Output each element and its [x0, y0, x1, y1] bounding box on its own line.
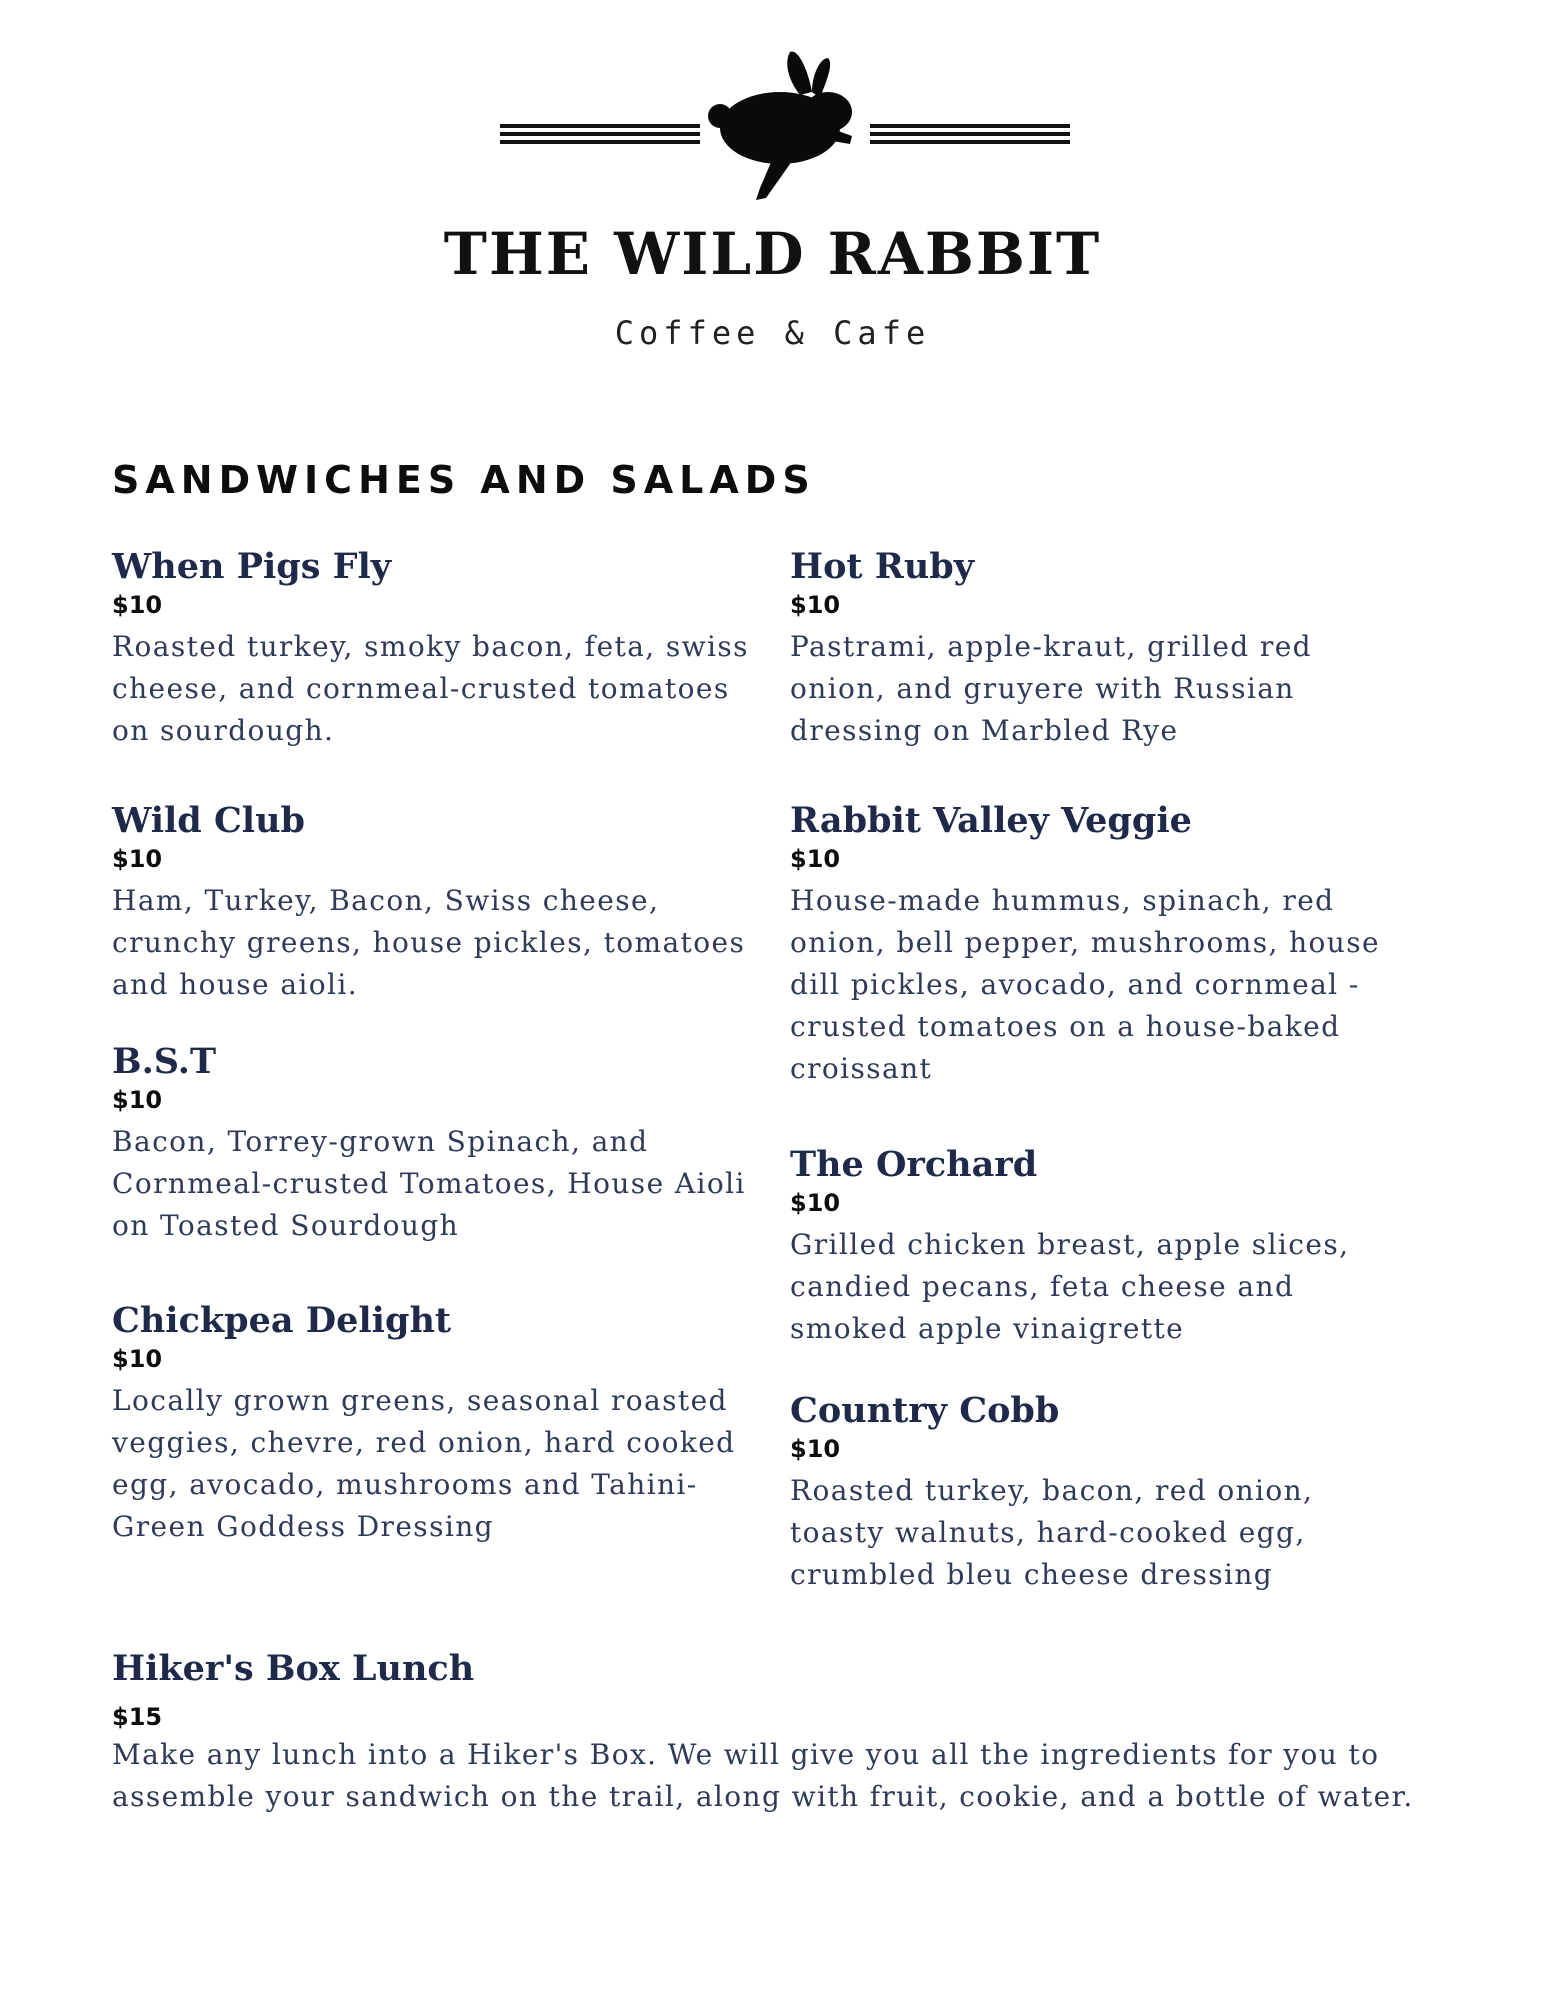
item-name: Chickpea Delight [112, 1300, 452, 1341]
item-description: House-made hummus, spinach, red onion, bell pepper, mushrooms, house dill pickles, avocado, and cornmeal -crusted tomatoes on a house-baked croissant [790, 884, 1380, 1085]
item-price: $10 [112, 1345, 163, 1373]
item-name: When Pigs Fly [112, 546, 392, 587]
item-description: Pastrami, apple-kraut, grilled red onion, and gruyere with Russian dressing on Marbled Rye [790, 630, 1312, 747]
rabbit-icon [708, 52, 852, 200]
brand-name: THE WILD RABBIT [443, 220, 1102, 288]
menu-item-chickpea-delight [112, 1300, 752, 1548]
item-price: $10 [790, 845, 841, 873]
item-description: Roasted turkey, smoky bacon, feta, swiss cheese, and cornmeal-crusted tomatoes on sourdough. [112, 630, 749, 747]
logo-left-lines [500, 124, 700, 144]
menu-item-hikers-box-lunch [112, 1648, 1442, 1818]
item-price: $15 [112, 1703, 163, 1731]
item-price: $10 [790, 1189, 841, 1217]
item-price: $10 [790, 1435, 841, 1463]
item-description: Roasted turkey, bacon, red onion, toasty walnuts, hard-cooked egg, crumbled bleu cheese dressing [790, 1474, 1314, 1591]
menu-item-country-cobb [790, 1390, 1410, 1596]
item-price: $10 [112, 591, 163, 619]
item-name: The Orchard [790, 1144, 1038, 1185]
item-name: Hiker's Box Lunch [112, 1648, 475, 1689]
item-name: Country Cobb [790, 1390, 1060, 1431]
logo-right-lines [870, 124, 1070, 144]
brand-tagline: Coffee & Cafe [614, 314, 931, 352]
menu-item-when-pigs-fly [112, 546, 752, 752]
item-description: Grilled chicken breast, apple slices, candied pecans, feta cheese and smoked apple vinaigrette [790, 1228, 1350, 1345]
item-name: Rabbit Valley Veggie [790, 800, 1192, 841]
item-name: B.S.T [112, 1041, 217, 1082]
item-description: Make any lunch into a Hiker's Box. We will give you all the ingredients for you to assemble your sandwich on the trail, along with fruit, cookie, and a bottle of water. [112, 1738, 1414, 1813]
item-description: Bacon, Torrey-grown Spinach, and Cornmeal-crusted Tomatoes, House Aioli on Toasted Sourdough [112, 1125, 746, 1242]
menu-item-the-orchard [790, 1144, 1410, 1350]
menu-item-rabbit-valley-veggie [790, 800, 1410, 1090]
item-price: $10 [112, 1086, 163, 1114]
item-name: Wild Club [112, 800, 306, 841]
menu-item-wild-club [112, 800, 752, 1006]
item-description: Ham, Turkey, Bacon, Swiss cheese, crunchy greens, house pickles, tomatoes and house aioli. [112, 884, 746, 1001]
section-title: SANDWICHES AND SALADS [112, 458, 816, 502]
menu-item-hot-ruby [790, 546, 1410, 752]
menu-item-bst [112, 1041, 752, 1247]
item-description: Locally grown greens, seasonal roasted veggies, chevre, red onion, hard cooked egg, avocado, mushrooms and Tahini-Green Goddess Dressing [112, 1384, 736, 1543]
item-price: $10 [790, 591, 841, 619]
item-name: Hot Ruby [790, 546, 975, 587]
item-price: $10 [112, 845, 163, 873]
